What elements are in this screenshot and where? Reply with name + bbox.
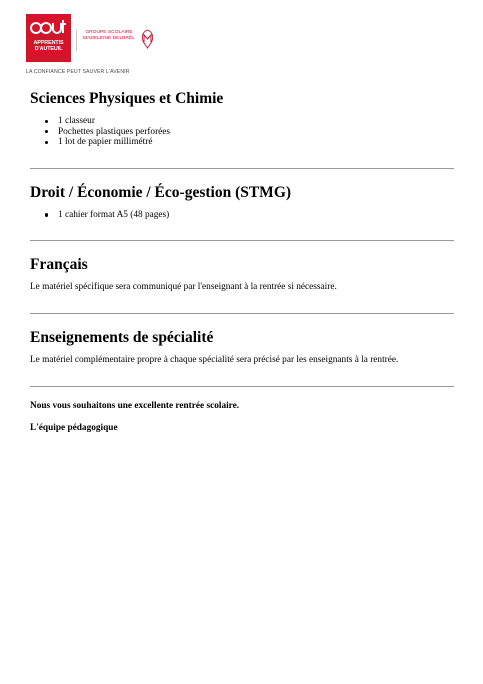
closing	[30, 401, 454, 434]
logo-line-2: D'AUTEUIL	[34, 46, 63, 53]
section-title: Droit / Économie / Éco-gestion (STMG)	[30, 183, 292, 201]
list-item: Pochettes plastiques perforées	[58, 127, 454, 138]
section-text: Le matériel complémentaire propre à chaque spécialité sera précisé par les enseignants à la rentrée.	[30, 355, 399, 366]
section-divider	[30, 313, 454, 314]
section-divider	[30, 240, 454, 241]
supply-list	[30, 210, 454, 221]
list-item: 1 classeur	[58, 116, 454, 127]
section-francais	[30, 255, 454, 293]
section-title: Enseignements de spécialité	[30, 329, 214, 347]
list-item: 1 lot de papier millimétré	[58, 137, 454, 148]
section-specialite	[30, 328, 454, 366]
section-droit-economie	[30, 183, 454, 221]
section-divider	[30, 386, 454, 387]
group-line-2: MADELEINE DELBRÊL	[83, 35, 135, 41]
group-line-1: GROUPE SCOLAIRE	[85, 30, 133, 35]
madeleine-delbrel-emblem-icon	[140, 29, 155, 49]
tagline: LA CONFIANCE PEUT SAUVER L'AVENIR	[26, 69, 130, 75]
section-title: Sciences Physiques et Chimie	[30, 90, 224, 107]
section-title: Français	[30, 256, 88, 274]
apprentis-dauteuil-logo	[26, 14, 71, 62]
header-divider	[76, 30, 77, 51]
logo-line-1: APPRENTIS	[33, 40, 64, 46]
supply-list-content	[30, 89, 454, 445]
section-divider	[30, 168, 454, 169]
section-text: Le matériel spécifique sera communiqué par l'enseignant à la rentrée si nécessaire.	[30, 282, 337, 293]
section-sciences	[30, 89, 454, 148]
groupe-scolaire-name	[79, 30, 139, 42]
closing-wish: Nous vous souhaitons une excellente rentrée scolaire.	[30, 401, 240, 412]
closing-signature: L'équipe pédagogique	[30, 423, 118, 434]
list-item: 1 cahier format A5 (48 pages)	[58, 210, 454, 221]
supply-list	[30, 116, 454, 148]
oeut-mark-icon	[30, 18, 67, 35]
logo-wordmark	[26, 40, 71, 53]
